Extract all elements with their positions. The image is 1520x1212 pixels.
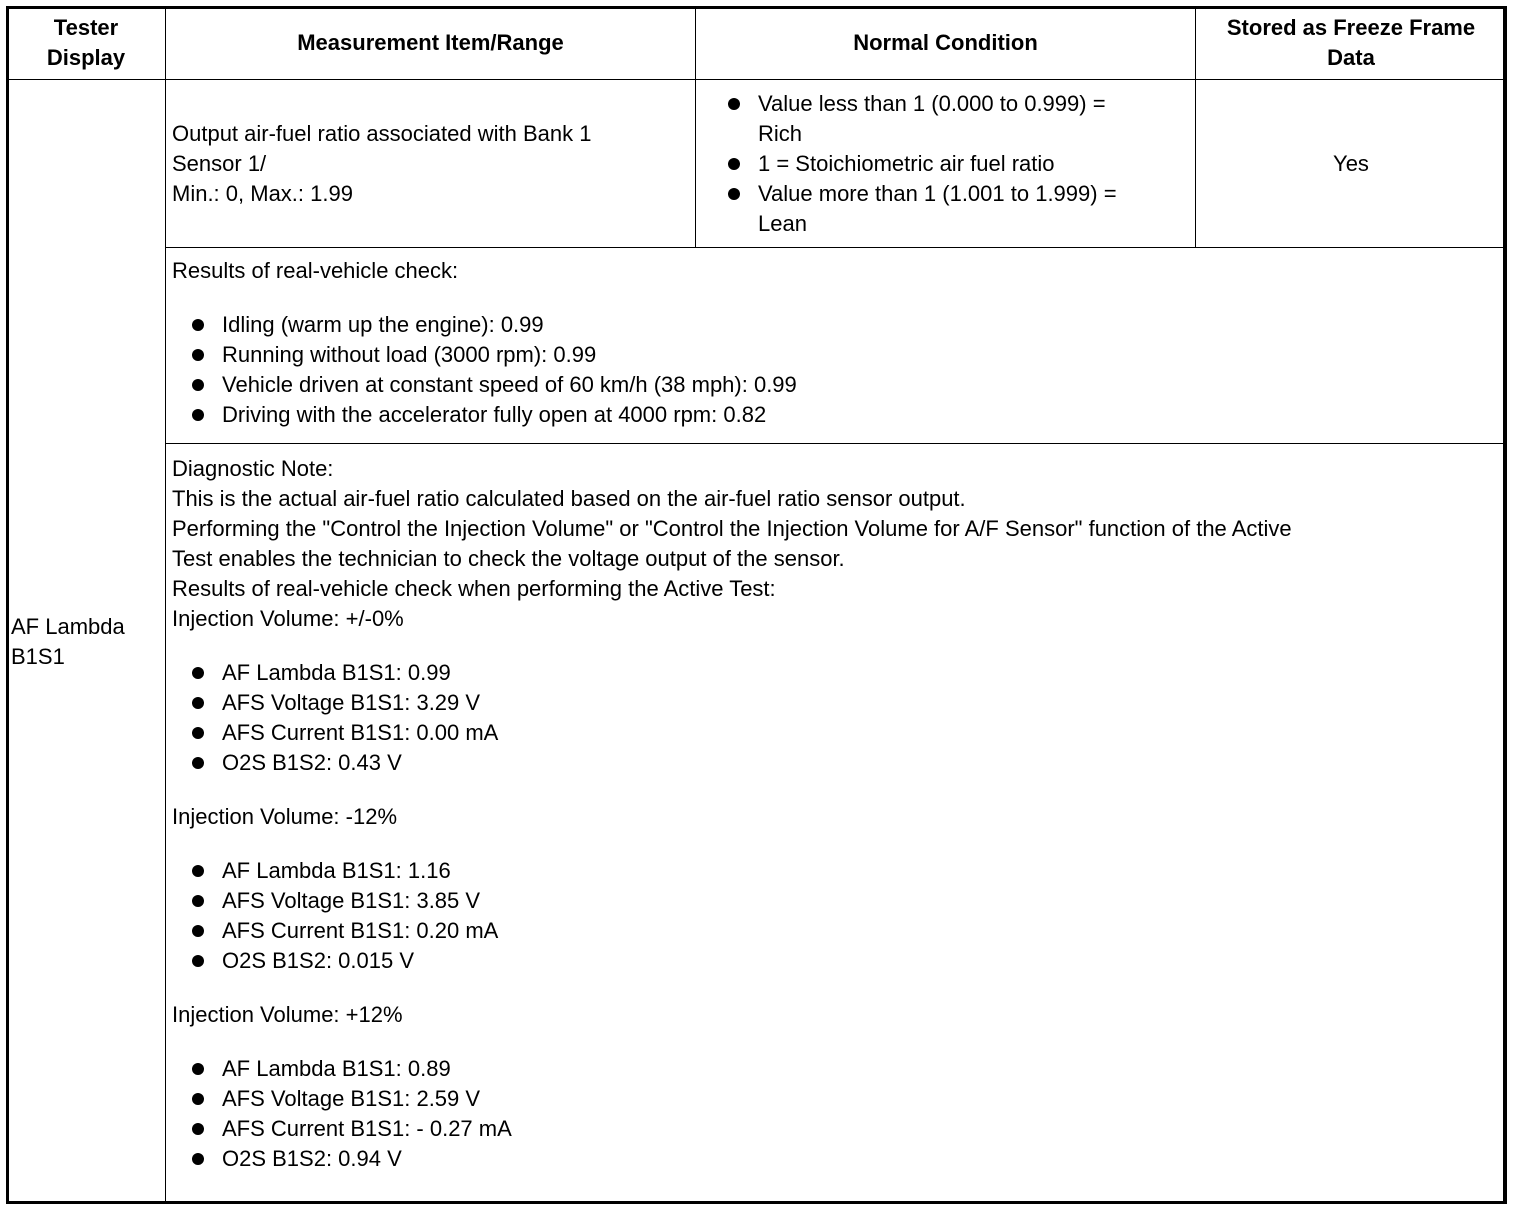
real-vehicle-title: Results of real-vehicle check: (172, 258, 459, 283)
list-item: O2S B1S2: 0.94 V (172, 1144, 1500, 1174)
header-tester-display: Tester Display (7, 7, 166, 80)
injection-volume-label: Injection Volume: -12% (172, 804, 398, 829)
list-item: Value more than 1 (1.001 to 1.999) = Lean (702, 179, 1189, 239)
list-item: AFS Voltage B1S1: 3.85 V (172, 886, 1500, 916)
list-item: Running without load (3000 rpm): 0.99 (172, 340, 1500, 370)
list-item: AF Lambda B1S1: 0.99 (172, 658, 1500, 688)
injection-volume-label: Injection Volume: +12% (172, 1002, 403, 1027)
list-item: AFS Current B1S1: 0.20 mA (172, 916, 1500, 946)
list-item: AFS Voltage B1S1: 3.29 V (172, 688, 1500, 718)
list-item: Value less than 1 (0.000 to 0.999) = Rich (702, 89, 1189, 149)
diagnostic-cell: Diagnostic Note: This is the actual air-fuel ratio calculated based on the air-fuel ratio sensor output. Performing the "Control the Injection Volume" or "Control the Injection Volume for A/F Sensor" function of the Active Test enables the technician to check the voltage output of the sensor. Results of real-vehicle check when performing the Active Test: Injection Volume: +/-0% AF Lambda B1S1: 0.99 AFS Voltage B1S1: 3.29 V AFS Current B1S1: 0.00 mA O2S B1S2: 0.43 V Injection Volume: -12% AF Lambda B1S1: 1.16 AFS Voltage B1S1: 3.85 V AFS Current B1S1: 0.20 mA O2S B1S2: 0.015 V Injection Volume: +12% AF Lambda B1S1: 0.89 AFS Voltage B1S1: 2.59 V AFS Current B1S1: - 0.27 mA O2S B1S2: 0.94 V (166, 444, 1507, 1204)
list-item: O2S B1S2: 0.015 V (172, 946, 1500, 976)
list-item: AF Lambda B1S1: 1.16 (172, 856, 1500, 886)
header-freeze-frame: Stored as Freeze Frame Data (1196, 7, 1507, 80)
list-item: AF Lambda B1S1: 0.89 (172, 1054, 1500, 1084)
measurement-cell: Output air-fuel ratio associated with Bank 1 Sensor 1/ Min.: 0, Max.: 1.99 (166, 80, 696, 248)
tester-display-cell: AF Lambda B1S1 (7, 80, 166, 1204)
freeze-frame-cell: Yes (1196, 80, 1507, 248)
diagnostic-note-title: Diagnostic Note: (172, 456, 334, 481)
list-item: Driving with the accelerator fully open at 4000 rpm: 0.82 (172, 400, 1500, 430)
list-item: 1 = Stoichiometric air fuel ratio (702, 149, 1189, 179)
injection-volume-label: Injection Volume: +/-0% (172, 606, 404, 631)
header-measurement: Measurement Item/Range (166, 7, 696, 80)
list-item: O2S B1S2: 0.43 V (172, 748, 1500, 778)
list-item: Vehicle driven at constant speed of 60 km/h (38 mph): 0.99 (172, 370, 1500, 400)
list-item: AFS Current B1S1: - 0.27 mA (172, 1114, 1500, 1144)
list-item: Idling (warm up the engine): 0.99 (172, 310, 1500, 340)
list-item: AFS Current B1S1: 0.00 mA (172, 718, 1500, 748)
table-outer-border (6, 6, 1506, 1204)
list-item: AFS Voltage B1S1: 2.59 V (172, 1084, 1500, 1114)
header-normal-condition: Normal Condition (696, 7, 1196, 80)
